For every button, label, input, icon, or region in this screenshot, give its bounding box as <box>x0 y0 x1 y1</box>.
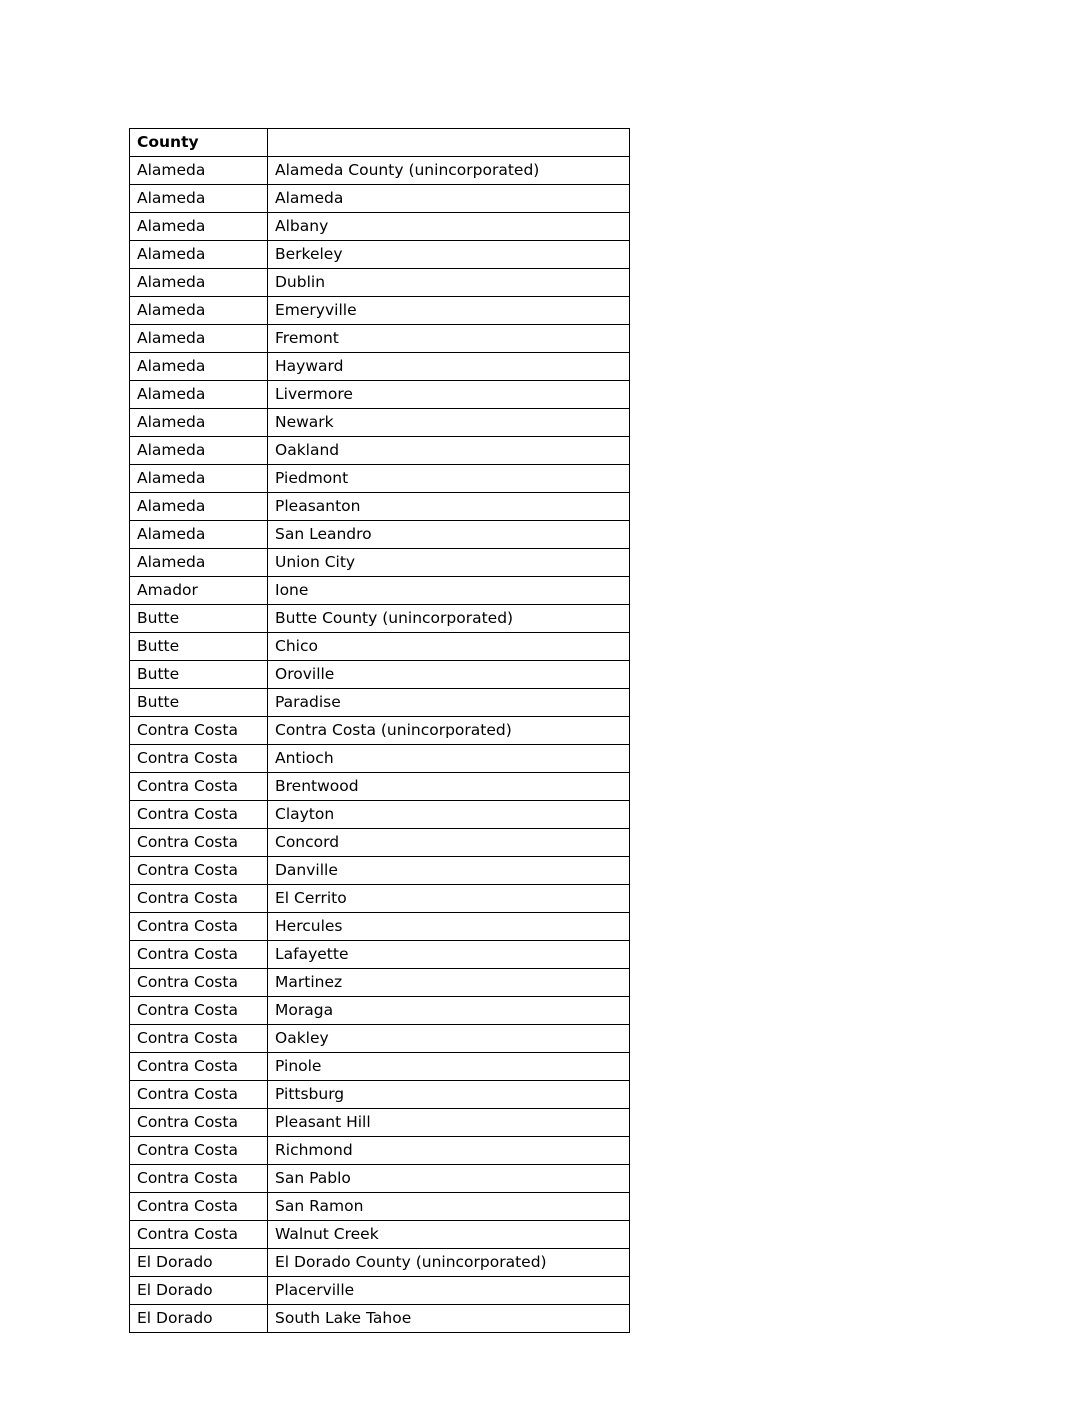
cell-county: Contra Costa <box>130 969 268 997</box>
table-row <box>130 913 630 941</box>
cell-county: Contra Costa <box>130 1165 268 1193</box>
cell-county: Butte <box>130 689 268 717</box>
cell-city: South Lake Tahoe <box>268 1305 630 1333</box>
cell-county: Amador <box>130 577 268 605</box>
cell-city: Fremont <box>268 325 630 353</box>
cell-county: Contra Costa <box>130 1081 268 1109</box>
table-row <box>130 409 630 437</box>
table-row <box>130 997 630 1025</box>
cell-city: Hayward <box>268 353 630 381</box>
cell-city: Antioch <box>268 745 630 773</box>
cell-city: Oakland <box>268 437 630 465</box>
cell-city: Union City <box>268 549 630 577</box>
cell-county: Butte <box>130 633 268 661</box>
table-row <box>130 577 630 605</box>
cell-city: San Ramon <box>268 1193 630 1221</box>
cell-city: San Leandro <box>268 521 630 549</box>
table-row <box>130 521 630 549</box>
cell-city: Placerville <box>268 1277 630 1305</box>
table-row <box>130 213 630 241</box>
cell-city: Berkeley <box>268 241 630 269</box>
cell-city: Paradise <box>268 689 630 717</box>
cell-county: Butte <box>130 605 268 633</box>
table-row <box>130 745 630 773</box>
cell-county: Contra Costa <box>130 857 268 885</box>
cell-city: Walnut Creek <box>268 1221 630 1249</box>
cell-city: Pinole <box>268 1053 630 1081</box>
cell-county: El Dorado <box>130 1305 268 1333</box>
cell-county: Alameda <box>130 465 268 493</box>
table-row <box>130 1025 630 1053</box>
table-row <box>130 549 630 577</box>
table-row <box>130 465 630 493</box>
cell-county: Contra Costa <box>130 1221 268 1249</box>
cell-county: Alameda <box>130 409 268 437</box>
cell-city: San Pablo <box>268 1165 630 1193</box>
cell-county: Alameda <box>130 269 268 297</box>
table-row <box>130 1137 630 1165</box>
cell-city: Contra Costa (unincorporated) <box>268 717 630 745</box>
cell-city: Brentwood <box>268 773 630 801</box>
cell-city: Piedmont <box>268 465 630 493</box>
cell-city: Clayton <box>268 801 630 829</box>
cell-county: Contra Costa <box>130 885 268 913</box>
county-table-container <box>129 128 629 1333</box>
table-row <box>130 1221 630 1249</box>
cell-county: Contra Costa <box>130 1025 268 1053</box>
table-row <box>130 1053 630 1081</box>
cell-city: Moraga <box>268 997 630 1025</box>
cell-county: Contra Costa <box>130 1193 268 1221</box>
cell-city: Danville <box>268 857 630 885</box>
table-row <box>130 353 630 381</box>
cell-county: Contra Costa <box>130 1137 268 1165</box>
table-row <box>130 1165 630 1193</box>
cell-county: Contra Costa <box>130 997 268 1025</box>
table-row <box>130 297 630 325</box>
table-row <box>130 269 630 297</box>
cell-city: Dublin <box>268 269 630 297</box>
table-header-row <box>130 129 630 157</box>
cell-county: Alameda <box>130 437 268 465</box>
cell-county: Contra Costa <box>130 773 268 801</box>
cell-county: Alameda <box>130 185 268 213</box>
cell-city: Emeryville <box>268 297 630 325</box>
table-row <box>130 829 630 857</box>
table-row <box>130 661 630 689</box>
cell-county: El Dorado <box>130 1277 268 1305</box>
cell-county: Alameda <box>130 325 268 353</box>
cell-county: El Dorado <box>130 1249 268 1277</box>
cell-county: Alameda <box>130 297 268 325</box>
table-header <box>130 129 630 157</box>
cell-city: El Cerrito <box>268 885 630 913</box>
table-row <box>130 437 630 465</box>
cell-county: Contra Costa <box>130 829 268 857</box>
table-row <box>130 773 630 801</box>
cell-county: Alameda <box>130 521 268 549</box>
cell-city: Pittsburg <box>268 1081 630 1109</box>
cell-county: Contra Costa <box>130 1053 268 1081</box>
column-header-city <box>268 129 630 157</box>
cell-county: Butte <box>130 661 268 689</box>
cell-county: Alameda <box>130 381 268 409</box>
table-row <box>130 1081 630 1109</box>
table-row <box>130 1249 630 1277</box>
table-row <box>130 801 630 829</box>
table-row <box>130 885 630 913</box>
table-row <box>130 941 630 969</box>
table-row <box>130 241 630 269</box>
table-row <box>130 969 630 997</box>
table-row <box>130 689 630 717</box>
cell-county: Alameda <box>130 493 268 521</box>
cell-city: Ione <box>268 577 630 605</box>
cell-city: Newark <box>268 409 630 437</box>
cell-city: Concord <box>268 829 630 857</box>
cell-county: Contra Costa <box>130 913 268 941</box>
table-row <box>130 857 630 885</box>
cell-county: Contra Costa <box>130 717 268 745</box>
cell-county: Alameda <box>130 353 268 381</box>
table-row <box>130 185 630 213</box>
cell-city: Lafayette <box>268 941 630 969</box>
cell-city: Butte County (unincorporated) <box>268 605 630 633</box>
table-row <box>130 157 630 185</box>
table-row <box>130 1193 630 1221</box>
cell-city: El Dorado County (unincorporated) <box>268 1249 630 1277</box>
table-row <box>130 1305 630 1333</box>
county-city-table <box>129 128 630 1333</box>
cell-city: Chico <box>268 633 630 661</box>
table-row <box>130 1277 630 1305</box>
table-row <box>130 605 630 633</box>
cell-city: Richmond <box>268 1137 630 1165</box>
cell-county: Alameda <box>130 549 268 577</box>
table-row <box>130 381 630 409</box>
cell-city: Alameda <box>268 185 630 213</box>
table-body <box>130 157 630 1333</box>
table-row <box>130 1109 630 1137</box>
table-row <box>130 325 630 353</box>
cell-county: Alameda <box>130 157 268 185</box>
cell-county: Contra Costa <box>130 941 268 969</box>
cell-city: Oroville <box>268 661 630 689</box>
cell-city: Albany <box>268 213 630 241</box>
cell-county: Contra Costa <box>130 801 268 829</box>
cell-city: Hercules <box>268 913 630 941</box>
cell-city: Livermore <box>268 381 630 409</box>
cell-city: Alameda County (unincorporated) <box>268 157 630 185</box>
table-row <box>130 717 630 745</box>
table-row <box>130 633 630 661</box>
cell-county: Contra Costa <box>130 1109 268 1137</box>
cell-county: Contra Costa <box>130 745 268 773</box>
cell-city: Pleasanton <box>268 493 630 521</box>
table-row <box>130 493 630 521</box>
cell-county: Alameda <box>130 213 268 241</box>
cell-city: Martinez <box>268 969 630 997</box>
cell-city: Pleasant Hill <box>268 1109 630 1137</box>
cell-city: Oakley <box>268 1025 630 1053</box>
cell-county: Alameda <box>130 241 268 269</box>
column-header-county: County <box>130 129 268 157</box>
